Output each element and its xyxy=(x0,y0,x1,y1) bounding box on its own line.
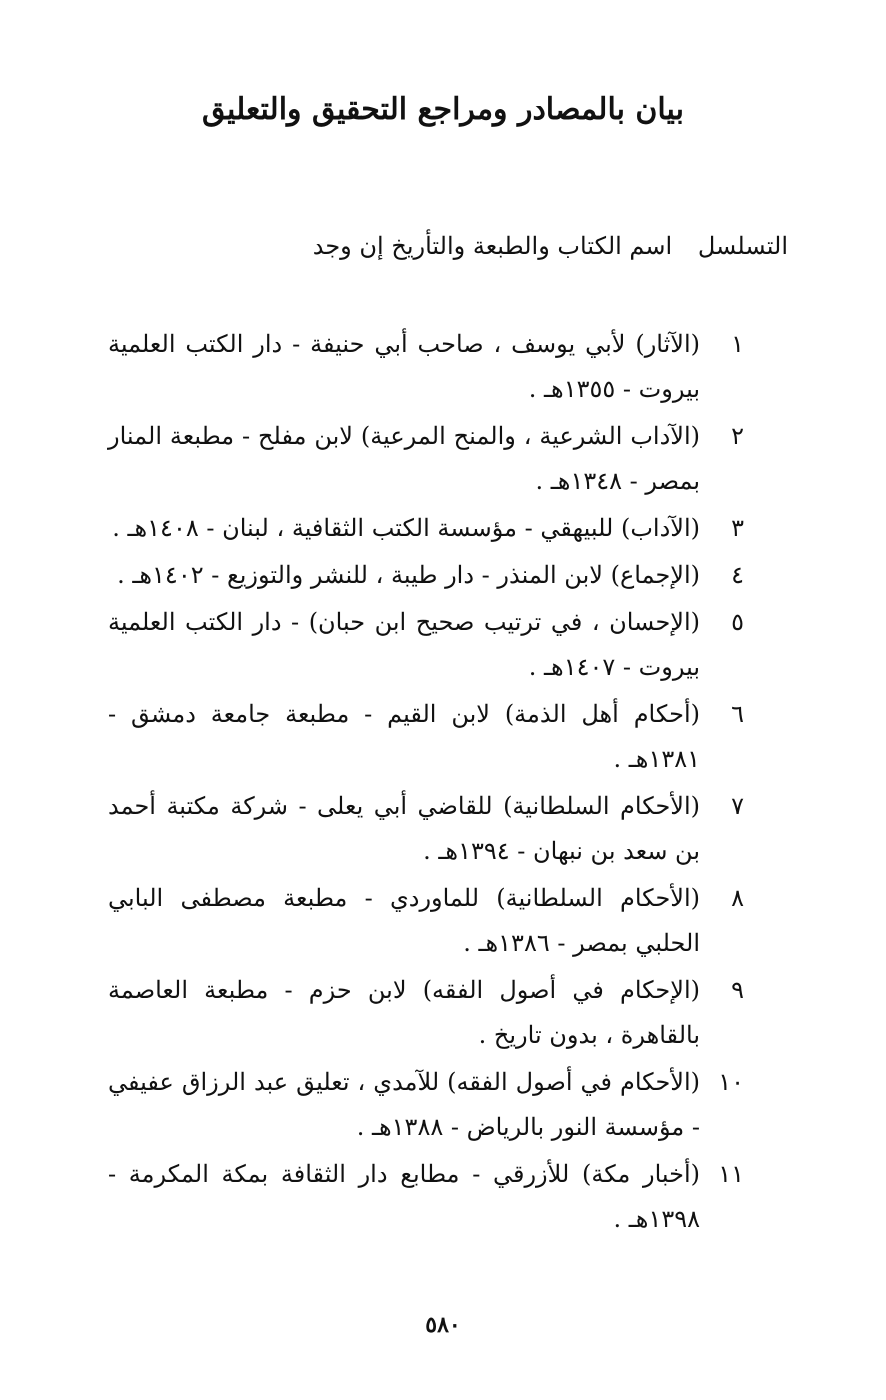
list-item xyxy=(108,506,788,551)
list-item xyxy=(108,784,788,874)
list-item xyxy=(108,968,788,1058)
entry-number: ٢ xyxy=(731,422,744,450)
page-title: بيان بالمصادر ومراجع التحقيق والتعليق xyxy=(202,92,684,127)
entry-text: (الآثار) لأبي يوسف ، صاحب أبي حنيفة - دار الكتب العلمية بيروت - ١٣٥٥هـ . xyxy=(108,330,700,403)
entry-text: (الأحكام في أصول الفقه) للآمدي ، تعليق عبد الرزاق عفيفي - مؤسسة النور بالرياض - ١٣٨٨هـ . xyxy=(108,1068,700,1141)
entry-text: (الآداب الشرعية ، والمنح المرعية) لابن مفلح - مطبعة المنار بمصر - ١٣٤٨هـ . xyxy=(108,422,700,495)
entry-number: ١ xyxy=(731,330,744,358)
entry-text: (الأحكام السلطانية) للماوردي - مطبعة مصطفى البابي الحلبي بمصر - ١٣٨٦هـ . xyxy=(108,884,700,957)
entry-number: ٦ xyxy=(731,700,744,728)
entry-text: (الأحكام السلطانية) للقاضي أبي يعلى - شركة مكتبة أحمد بن سعد بن نبهان - ١٣٩٤هـ . xyxy=(108,792,700,865)
entry-number: ٧ xyxy=(731,792,744,820)
list-item xyxy=(108,692,788,782)
entry-text: (الإجماع) لابن المنذر - دار طيبة ، للنشر والتوزيع - ١٤٠٢هـ . xyxy=(117,561,700,589)
entry-text: (الآداب) للبيهقي - مؤسسة الكتب الثقافية ، لبنان - ١٤٠٨هـ . xyxy=(112,514,700,542)
list-item xyxy=(108,1060,788,1150)
entry-text: (أحكام أهل الذمة) لابن القيم - مطبعة جامعة دمشق - ١٣٨١هـ . xyxy=(108,700,700,773)
book-column-label: اسم الكتاب والطبعة والتأريخ إن وجد xyxy=(312,232,673,260)
entry-number: ٤ xyxy=(731,561,744,589)
list-item xyxy=(108,553,788,598)
column-header xyxy=(313,232,788,260)
entry-text: (الإحكام في أصول الفقه) لابن حزم - مطبعة العاصمة بالقاهرة ، بدون تاريخ . xyxy=(108,976,700,1049)
entry-number: ١١ xyxy=(718,1160,744,1188)
page-number: ٥٨٠ xyxy=(425,1312,461,1338)
list-item xyxy=(108,876,788,966)
entry-text: (الإحسان ، في ترتيب صحيح ابن حبان) - دار الكتب العلمية بيروت - ١٤٠٧هـ . xyxy=(108,608,700,681)
entry-number: ٥ xyxy=(731,608,744,636)
list-item xyxy=(108,1152,788,1242)
bibliography-list xyxy=(108,322,788,1244)
entry-number: ٩ xyxy=(731,976,744,1004)
list-item xyxy=(108,322,788,412)
list-item xyxy=(108,414,788,504)
entry-number: ٣ xyxy=(731,514,744,542)
entry-text: (أخبار مكة) للأزرقي - مطابع دار الثقافة بمكة المكرمة - ١٣٩٨هـ . xyxy=(108,1160,700,1233)
sequence-column-label: التسلسل xyxy=(697,232,788,260)
entry-number: ١٠ xyxy=(718,1068,744,1096)
list-item xyxy=(108,600,788,690)
entry-number: ٨ xyxy=(731,884,744,912)
